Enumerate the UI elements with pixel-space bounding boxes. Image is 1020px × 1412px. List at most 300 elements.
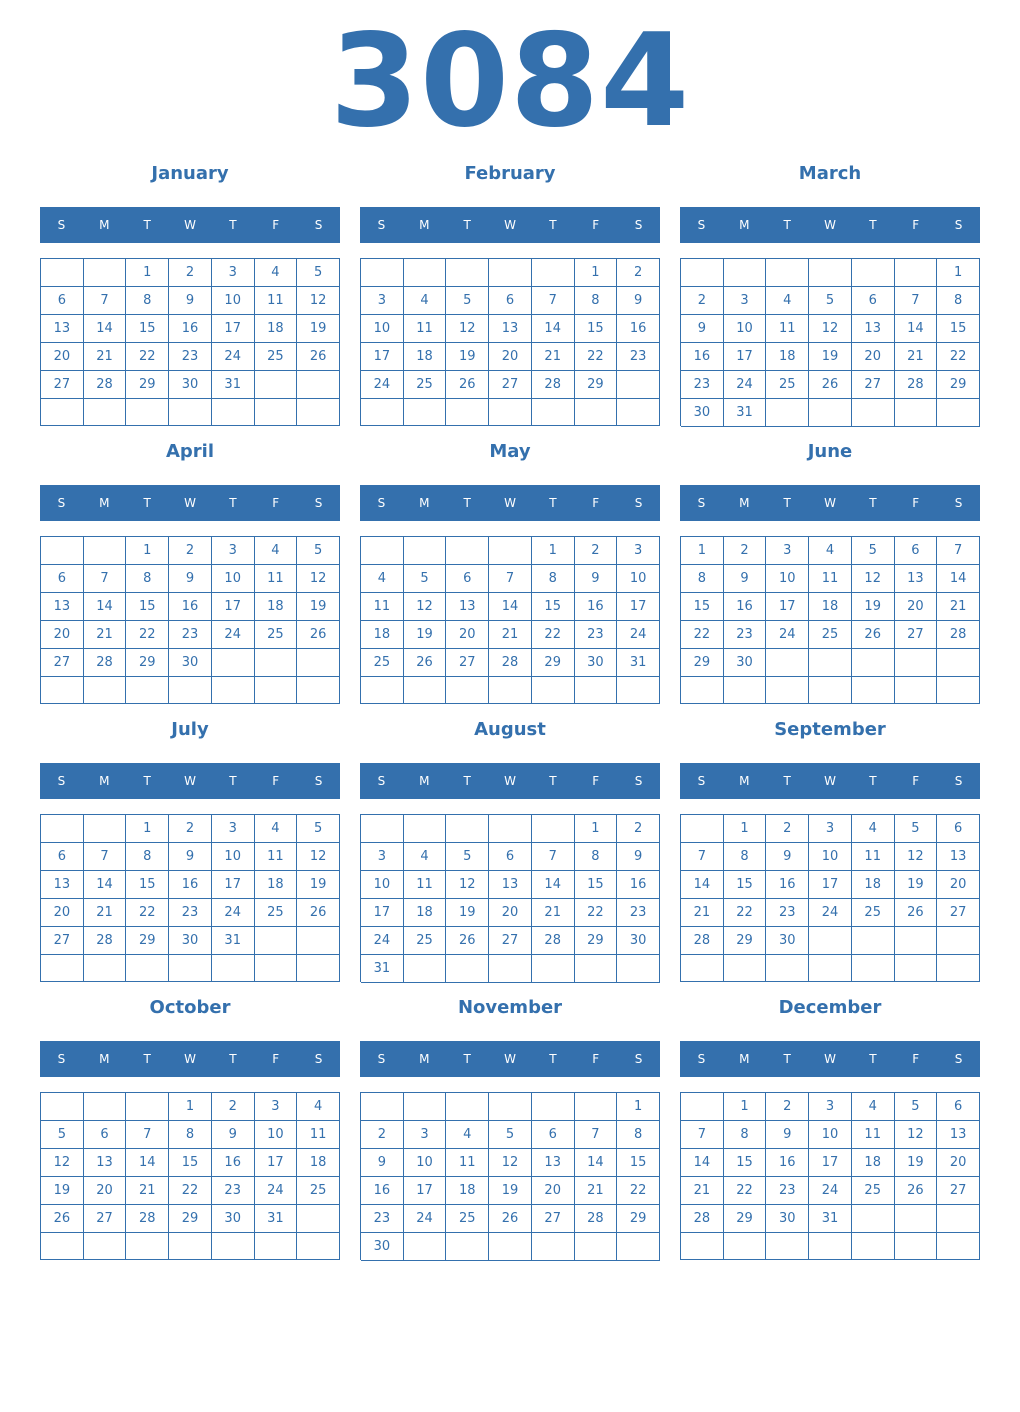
empty-day-cell — [297, 399, 340, 426]
empty-day-cell — [895, 927, 938, 955]
day-cell: 21 — [84, 899, 127, 927]
empty-day-cell — [41, 537, 84, 565]
empty-day-cell — [297, 1233, 340, 1260]
day-cell: 1 — [126, 537, 169, 565]
weekday-label: T — [143, 496, 151, 510]
day-cell: 6 — [937, 1093, 980, 1121]
day-cell: 30 — [212, 1205, 255, 1233]
day-cell: 23 — [766, 1177, 809, 1205]
empty-day-cell — [809, 1233, 852, 1260]
empty-day-cell — [895, 649, 938, 677]
day-cell: 6 — [84, 1121, 127, 1149]
day-cell: 20 — [489, 899, 532, 927]
day-grid — [360, 536, 660, 704]
day-cell: 14 — [532, 315, 575, 343]
day-cell: 16 — [766, 1149, 809, 1177]
day-cell: 4 — [404, 287, 447, 315]
day-cell: 21 — [681, 899, 724, 927]
weekday-label: S — [377, 1052, 386, 1066]
empty-day-cell — [489, 677, 532, 704]
day-cell: 22 — [575, 343, 618, 371]
empty-day-cell — [724, 677, 767, 704]
day-cell: 15 — [937, 315, 980, 343]
month-title: November — [457, 997, 563, 1018]
empty-day-cell — [297, 677, 340, 704]
day-cell: 18 — [446, 1177, 489, 1205]
day-cell: 8 — [169, 1121, 212, 1149]
day-cell: 17 — [617, 593, 660, 621]
weekday-label: M — [99, 496, 110, 510]
empty-day-cell — [297, 371, 340, 399]
day-cell: 28 — [532, 371, 575, 399]
day-cell: 3 — [212, 537, 255, 565]
empty-day-cell — [617, 1233, 660, 1261]
weekday-label: S — [954, 218, 963, 232]
day-cell: 2 — [361, 1121, 404, 1149]
weekday-label: M — [419, 496, 430, 510]
empty-day-cell — [84, 259, 127, 287]
day-cell: 22 — [169, 1177, 212, 1205]
day-cell: 5 — [895, 1093, 938, 1121]
empty-day-cell — [724, 259, 767, 287]
empty-day-cell — [724, 1233, 767, 1260]
empty-day-cell — [361, 537, 404, 565]
day-cell: 25 — [255, 621, 298, 649]
day-cell: 5 — [809, 287, 852, 315]
empty-day-cell — [41, 1093, 84, 1121]
day-cell: 9 — [724, 565, 767, 593]
empty-day-cell — [852, 677, 895, 704]
month-title: January — [151, 163, 229, 184]
day-cell: 24 — [361, 371, 404, 399]
day-cell: 4 — [852, 815, 895, 843]
empty-day-cell — [681, 677, 724, 704]
day-grid — [680, 258, 980, 426]
day-cell: 14 — [681, 1149, 724, 1177]
weekday-label: T — [549, 1052, 557, 1066]
empty-day-cell — [766, 259, 809, 287]
day-cell: 14 — [126, 1149, 169, 1177]
empty-day-cell — [84, 537, 127, 565]
day-cell: 1 — [617, 1093, 660, 1121]
day-cell: 20 — [895, 593, 938, 621]
weekday-label: F — [272, 496, 280, 510]
weekday-label: T — [549, 218, 557, 232]
day-cell: 23 — [681, 371, 724, 399]
day-cell: 21 — [84, 621, 127, 649]
day-cell: 26 — [41, 1205, 84, 1233]
day-cell: 9 — [617, 843, 660, 871]
day-cell: 20 — [446, 621, 489, 649]
day-cell: 20 — [41, 899, 84, 927]
day-cell: 11 — [446, 1149, 489, 1177]
day-cell: 23 — [169, 621, 212, 649]
empty-day-cell — [766, 677, 809, 704]
day-cell: 7 — [489, 565, 532, 593]
day-cell: 11 — [809, 565, 852, 593]
empty-day-cell — [41, 1233, 84, 1260]
day-cell: 13 — [852, 315, 895, 343]
day-cell: 21 — [84, 343, 127, 371]
day-cell: 28 — [532, 927, 575, 955]
weekday-label: T — [869, 218, 877, 232]
empty-day-cell — [84, 1093, 127, 1121]
weekday-label: S — [57, 218, 66, 232]
day-cell: 24 — [617, 621, 660, 649]
empty-day-cell — [361, 399, 404, 426]
day-cell: 29 — [126, 927, 169, 955]
day-cell: 7 — [126, 1121, 169, 1149]
empty-day-cell — [212, 1233, 255, 1260]
day-cell: 18 — [852, 871, 895, 899]
empty-day-cell — [852, 1233, 895, 1260]
empty-day-cell — [852, 1205, 895, 1233]
weekday-header — [40, 207, 340, 243]
weekday-label: T — [229, 218, 237, 232]
empty-day-cell — [489, 955, 532, 983]
day-cell: 8 — [126, 565, 169, 593]
day-cell: 5 — [41, 1121, 84, 1149]
month-title: May — [489, 441, 531, 462]
day-cell: 12 — [809, 315, 852, 343]
day-cell: 16 — [361, 1177, 404, 1205]
day-cell: 15 — [681, 593, 724, 621]
day-cell: 8 — [937, 287, 980, 315]
day-cell: 31 — [617, 649, 660, 677]
day-cell: 23 — [617, 343, 660, 371]
empty-day-cell — [724, 955, 767, 982]
day-cell: 16 — [169, 315, 212, 343]
day-cell: 8 — [575, 287, 618, 315]
empty-day-cell — [212, 955, 255, 982]
empty-day-cell — [489, 1233, 532, 1261]
day-cell: 27 — [446, 649, 489, 677]
month-january — [40, 158, 340, 392]
day-cell: 11 — [766, 315, 809, 343]
day-cell: 7 — [895, 287, 938, 315]
weekday-label: W — [504, 774, 516, 788]
empty-day-cell — [255, 927, 298, 955]
day-cell: 7 — [84, 565, 127, 593]
day-cell: 1 — [126, 815, 169, 843]
weekday-label: M — [99, 218, 110, 232]
day-cell: 2 — [766, 1093, 809, 1121]
day-cell: 9 — [169, 565, 212, 593]
day-cell: 30 — [617, 927, 660, 955]
day-cell: 6 — [41, 565, 84, 593]
empty-day-cell — [169, 677, 212, 704]
day-cell: 5 — [404, 565, 447, 593]
day-cell: 10 — [361, 315, 404, 343]
day-cell: 12 — [446, 871, 489, 899]
empty-day-cell — [84, 1233, 127, 1260]
day-cell: 29 — [617, 1205, 660, 1233]
day-cell: 19 — [809, 343, 852, 371]
day-cell: 6 — [489, 843, 532, 871]
day-cell: 17 — [212, 871, 255, 899]
weekday-label: F — [592, 218, 600, 232]
weekday-label: W — [824, 496, 836, 510]
day-cell: 26 — [895, 1177, 938, 1205]
day-cell: 21 — [681, 1177, 724, 1205]
day-cell: 4 — [255, 259, 298, 287]
day-cell: 22 — [681, 621, 724, 649]
empty-day-cell — [212, 649, 255, 677]
day-cell: 27 — [41, 927, 84, 955]
empty-day-cell — [809, 649, 852, 677]
day-cell: 10 — [809, 1121, 852, 1149]
day-cell: 17 — [809, 1149, 852, 1177]
empty-day-cell — [489, 815, 532, 843]
day-cell: 6 — [532, 1121, 575, 1149]
month-title: September — [774, 719, 886, 740]
month-march — [680, 158, 980, 420]
day-cell: 12 — [297, 287, 340, 315]
day-cell: 7 — [937, 537, 980, 565]
day-cell: 17 — [404, 1177, 447, 1205]
empty-day-cell — [446, 1233, 489, 1261]
day-cell: 29 — [126, 649, 169, 677]
month-may — [360, 436, 660, 670]
day-cell: 10 — [212, 287, 255, 315]
empty-day-cell — [895, 399, 938, 427]
empty-day-cell — [297, 955, 340, 982]
day-cell: 9 — [681, 315, 724, 343]
empty-day-cell — [532, 1093, 575, 1121]
empty-day-cell — [41, 259, 84, 287]
day-cell: 30 — [724, 649, 767, 677]
empty-day-cell — [681, 259, 724, 287]
day-cell: 28 — [84, 371, 127, 399]
day-cell: 23 — [169, 899, 212, 927]
day-cell: 24 — [404, 1205, 447, 1233]
empty-day-cell — [895, 1205, 938, 1233]
day-cell: 5 — [297, 537, 340, 565]
weekday-header — [680, 485, 980, 521]
day-cell: 2 — [575, 537, 618, 565]
empty-day-cell — [84, 399, 127, 426]
empty-day-cell — [937, 399, 980, 427]
weekday-label: W — [184, 496, 196, 510]
day-cell: 16 — [724, 593, 767, 621]
day-cell: 6 — [937, 815, 980, 843]
day-cell: 3 — [724, 287, 767, 315]
day-grid — [40, 258, 340, 426]
day-cell: 19 — [297, 871, 340, 899]
day-cell: 17 — [255, 1149, 298, 1177]
weekday-label: F — [912, 496, 920, 510]
day-cell: 25 — [297, 1177, 340, 1205]
day-cell: 28 — [681, 1205, 724, 1233]
weekday-label: M — [739, 496, 750, 510]
day-cell: 20 — [937, 871, 980, 899]
day-cell: 29 — [126, 371, 169, 399]
weekday-label: W — [504, 496, 516, 510]
day-cell: 2 — [766, 815, 809, 843]
day-cell: 2 — [212, 1093, 255, 1121]
day-cell: 29 — [532, 649, 575, 677]
day-cell: 3 — [212, 259, 255, 287]
weekday-label: W — [184, 218, 196, 232]
weekday-label: T — [463, 1052, 471, 1066]
day-cell: 19 — [895, 871, 938, 899]
weekday-label: W — [184, 774, 196, 788]
day-cell: 8 — [724, 843, 767, 871]
day-cell: 6 — [446, 565, 489, 593]
day-cell: 9 — [169, 843, 212, 871]
day-cell: 31 — [212, 927, 255, 955]
day-cell: 5 — [297, 259, 340, 287]
weekday-label: M — [419, 1052, 430, 1066]
day-cell: 25 — [852, 1177, 895, 1205]
day-cell: 2 — [724, 537, 767, 565]
day-cell: 9 — [766, 1121, 809, 1149]
day-cell: 1 — [575, 259, 618, 287]
day-cell: 8 — [681, 565, 724, 593]
day-cell: 27 — [937, 1177, 980, 1205]
day-cell: 5 — [852, 537, 895, 565]
day-cell: 18 — [297, 1149, 340, 1177]
empty-day-cell — [41, 955, 84, 982]
day-cell: 30 — [169, 927, 212, 955]
day-cell: 18 — [766, 343, 809, 371]
day-cell: 15 — [126, 871, 169, 899]
day-cell: 24 — [212, 621, 255, 649]
day-cell: 18 — [361, 621, 404, 649]
empty-day-cell — [532, 1233, 575, 1261]
empty-day-cell — [126, 399, 169, 426]
day-cell: 22 — [532, 621, 575, 649]
empty-day-cell — [617, 677, 660, 704]
day-cell: 14 — [895, 315, 938, 343]
day-cell: 3 — [809, 815, 852, 843]
day-cell: 22 — [724, 899, 767, 927]
day-cell: 27 — [84, 1205, 127, 1233]
empty-day-cell — [41, 815, 84, 843]
weekday-label: S — [634, 496, 643, 510]
empty-day-cell — [575, 1233, 618, 1261]
empty-day-cell — [404, 1233, 447, 1261]
day-cell: 30 — [766, 1205, 809, 1233]
day-cell: 26 — [809, 371, 852, 399]
empty-day-cell — [297, 649, 340, 677]
empty-day-cell — [937, 927, 980, 955]
day-cell: 11 — [255, 287, 298, 315]
day-cell: 26 — [446, 927, 489, 955]
day-cell: 25 — [404, 371, 447, 399]
weekday-label: F — [592, 774, 600, 788]
weekday-label: T — [783, 496, 791, 510]
day-cell: 29 — [575, 371, 618, 399]
day-cell: 1 — [937, 259, 980, 287]
day-cell: 7 — [532, 843, 575, 871]
day-cell: 15 — [126, 315, 169, 343]
day-cell: 13 — [84, 1149, 127, 1177]
empty-day-cell — [809, 955, 852, 982]
day-cell: 2 — [617, 259, 660, 287]
day-cell: 22 — [126, 621, 169, 649]
weekday-label: F — [912, 218, 920, 232]
day-cell: 5 — [489, 1121, 532, 1149]
day-cell: 20 — [937, 1149, 980, 1177]
empty-day-cell — [937, 649, 980, 677]
weekday-header — [360, 207, 660, 243]
weekday-label: W — [824, 774, 836, 788]
day-cell: 3 — [255, 1093, 298, 1121]
day-cell: 4 — [255, 537, 298, 565]
empty-day-cell — [84, 955, 127, 982]
empty-day-cell — [169, 1233, 212, 1260]
day-cell: 23 — [617, 899, 660, 927]
day-cell: 12 — [297, 565, 340, 593]
day-cell: 25 — [809, 621, 852, 649]
weekday-header — [40, 763, 340, 799]
empty-day-cell — [852, 927, 895, 955]
day-cell: 10 — [766, 565, 809, 593]
weekday-label: S — [377, 496, 386, 510]
empty-day-cell — [255, 399, 298, 426]
day-cell: 19 — [446, 899, 489, 927]
day-cell: 21 — [126, 1177, 169, 1205]
weekday-label: S — [57, 496, 66, 510]
day-cell: 28 — [84, 649, 127, 677]
day-cell: 1 — [575, 815, 618, 843]
empty-day-cell — [446, 259, 489, 287]
day-cell: 28 — [681, 927, 724, 955]
day-cell: 27 — [41, 649, 84, 677]
day-cell: 28 — [575, 1205, 618, 1233]
day-cell: 11 — [852, 843, 895, 871]
empty-day-cell — [532, 815, 575, 843]
day-cell: 26 — [489, 1205, 532, 1233]
day-cell: 18 — [404, 343, 447, 371]
empty-day-cell — [852, 955, 895, 982]
empty-day-cell — [446, 815, 489, 843]
day-cell: 21 — [489, 621, 532, 649]
weekday-label: S — [697, 496, 706, 510]
day-cell: 16 — [617, 871, 660, 899]
weekday-label: S — [697, 218, 706, 232]
month-july — [40, 714, 340, 948]
day-cell: 14 — [532, 871, 575, 899]
day-cell: 13 — [937, 1121, 980, 1149]
empty-day-cell — [575, 677, 618, 704]
day-cell: 10 — [212, 843, 255, 871]
empty-day-cell — [895, 259, 938, 287]
empty-day-cell — [852, 259, 895, 287]
day-cell: 28 — [84, 927, 127, 955]
month-title: February — [464, 163, 556, 184]
day-cell: 22 — [575, 899, 618, 927]
day-cell: 6 — [41, 287, 84, 315]
month-april — [40, 436, 340, 670]
day-cell: 15 — [575, 315, 618, 343]
weekday-label: M — [739, 1052, 750, 1066]
day-cell: 17 — [361, 343, 404, 371]
day-cell: 23 — [361, 1205, 404, 1233]
day-cell: 18 — [255, 593, 298, 621]
day-cell: 10 — [617, 565, 660, 593]
day-cell: 7 — [681, 843, 724, 871]
day-grid — [680, 1092, 980, 1260]
day-cell: 18 — [255, 315, 298, 343]
month-title: July — [171, 719, 209, 740]
day-cell: 15 — [724, 1149, 767, 1177]
day-cell: 11 — [404, 315, 447, 343]
day-cell: 8 — [126, 287, 169, 315]
day-cell: 16 — [169, 871, 212, 899]
empty-day-cell — [617, 955, 660, 983]
